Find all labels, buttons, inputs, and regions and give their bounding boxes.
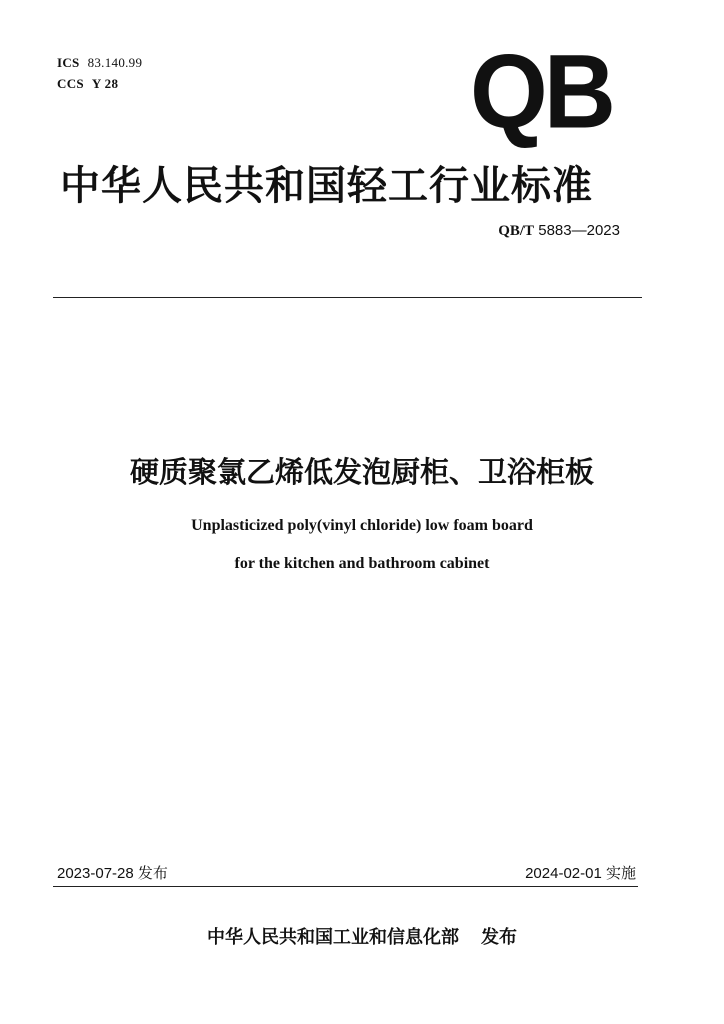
standard-type-heading: 中华人民共和国轻工行业标准 bbox=[60, 163, 593, 209]
document-title-en-line1: Unplasticized poly(vinyl chloride) low foam board bbox=[191, 517, 533, 534]
issuer-name: 中华人民共和国工业和信息化部 bbox=[207, 927, 459, 948]
ics-code bbox=[57, 55, 142, 71]
ccs-code bbox=[57, 76, 118, 92]
ccs-label: CCS bbox=[57, 76, 84, 91]
publish-date: 2023-07-28 发布 bbox=[57, 865, 168, 882]
top-divider bbox=[53, 297, 642, 298]
ics-label: ICS bbox=[57, 55, 80, 70]
bottom-divider bbox=[53, 886, 638, 887]
document-title-cn: 硬质聚氯乙烯低发泡厨柜、卫浴柜板 bbox=[129, 455, 594, 489]
ccs-value: Y 28 bbox=[91, 76, 119, 91]
ics-value: 83.140.99 bbox=[87, 55, 143, 70]
qb-logo: QB bbox=[470, 33, 612, 151]
document-title-en-line2: for the kitchen and bathroom cabinet bbox=[234, 555, 490, 572]
standard-number-prefix: QB/T bbox=[498, 223, 535, 239]
standard-number-value: 5883—2023 bbox=[538, 222, 620, 239]
implement-date: 2024-02-01 实施 bbox=[525, 865, 636, 882]
issuer bbox=[0, 923, 724, 949]
standard-number bbox=[498, 222, 620, 240]
issuer-verb: 发布 bbox=[481, 927, 517, 948]
